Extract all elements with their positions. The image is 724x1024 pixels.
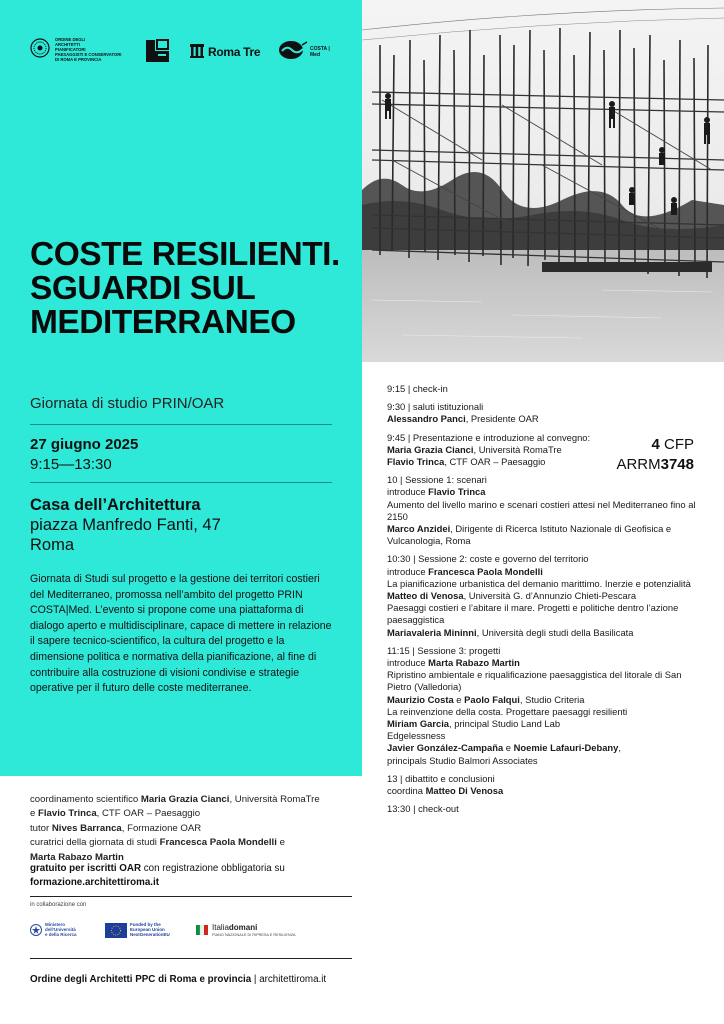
- credit-role: curatrici della giornata di studi: [30, 837, 160, 849]
- speaker-line: [387, 694, 707, 706]
- credit-role: coordinamento scientifico: [30, 794, 141, 805]
- credit-line: [30, 822, 350, 836]
- speaker-name: Javier González-Campaña: [387, 742, 504, 754]
- credit-line: [30, 793, 350, 807]
- event-date: 27 giugno 2025: [30, 436, 139, 453]
- credit-affiliation: , Formazione OAR: [121, 822, 202, 834]
- oar-logo[interactable]: [144, 36, 176, 64]
- credit-name: Nives Barranca: [51, 822, 122, 834]
- credits: [30, 793, 350, 865]
- oar-mark-icon: [144, 36, 172, 64]
- speaker-name: Matteo di Venosa: [387, 590, 464, 602]
- footer-website[interactable]: | architettiroma.it: [251, 974, 327, 985]
- credit-line: [30, 836, 350, 850]
- slot-heading: 9:30 | saluti istituzionali: [387, 401, 484, 413]
- logo-bar: [30, 36, 340, 66]
- credit-role: e: [30, 808, 39, 820]
- footer: [30, 974, 326, 985]
- speaker-line: [387, 566, 707, 578]
- venue: [30, 495, 221, 555]
- costa-wave-icon: [278, 39, 308, 61]
- costa-med-logo-text: COSTA | Med: [310, 46, 330, 58]
- speaker-line: [387, 486, 707, 498]
- speaker-affiliation: , Studio Criteria: [519, 693, 585, 705]
- speaker-line: [387, 590, 707, 602]
- eu-funding-text: Funded by the European Union NextGenerationEU: [130, 922, 170, 938]
- talk-title: Paesaggi costieri e l’abitare il mare. Progetti e politiche dentro l’azione paesaggistica: [387, 602, 679, 626]
- punctuation: ,: [618, 742, 621, 754]
- divider: [30, 424, 332, 425]
- domani-word: domani: [228, 923, 258, 932]
- speaker-name: Flavio Trinca: [428, 486, 486, 498]
- divider: [30, 958, 352, 959]
- conjunction: e: [503, 742, 514, 754]
- scaffolding-photo-image: [362, 0, 724, 362]
- program-slot: [387, 803, 707, 815]
- course-code-prefix: ARRM: [616, 456, 661, 473]
- slot-heading: 9:45 | Presentazione e introduzione al convegno:: [387, 431, 591, 443]
- registration-free: gratuito per iscritti OAR: [30, 863, 142, 874]
- event-time: 9:15—13:30: [30, 456, 112, 473]
- partner-logos: [30, 920, 350, 944]
- cfp-label: CFP: [659, 436, 694, 453]
- speaker-affiliation: , Università G. d’Annunzio Chieti-Pescara: [463, 590, 637, 602]
- divider: [30, 896, 352, 897]
- speaker-affiliation: , Università degli studi della Basilicata: [476, 626, 634, 638]
- slot-heading: 9:15 | check-in: [387, 383, 448, 394]
- intro-label: introduce: [387, 657, 429, 669]
- scaffolding-photo: [362, 0, 724, 362]
- venue-name: Casa dell’Architettura: [30, 496, 201, 514]
- speaker-line: [387, 413, 707, 425]
- registration-link[interactable]: formazione.architettiroma.it: [30, 877, 160, 889]
- divider: [30, 482, 332, 483]
- venue-city: Roma: [30, 536, 75, 554]
- mur-logo[interactable]: [30, 920, 100, 944]
- event-subtitle: Giornata di studio PRIN/OAR: [30, 395, 225, 412]
- speaker-name: Mariavaleria Mininni: [387, 626, 477, 638]
- speaker-name: Noemie Lafauri-Debany: [513, 742, 619, 754]
- ordine-logo-text: ORDINE DEGLI ARCHITETTI PIANIFICATORI PAESAGGISTI E CONSERVATORI DI ROMA E PROVINCIA: [55, 37, 122, 62]
- conjunction: e: [453, 693, 465, 705]
- italia-domani-mark-icon: [195, 923, 209, 937]
- italia-domani-wordmark: [212, 923, 257, 932]
- talk-title: Edgelessness: [387, 730, 446, 742]
- roma-tre-logo-text: Roma Tre: [208, 45, 261, 59]
- speaker-name: Maurizio Costa: [387, 693, 454, 705]
- costa-med-logo[interactable]: [278, 36, 340, 64]
- speaker-line: [387, 456, 707, 468]
- program-slot: [387, 553, 707, 638]
- ordine-architetti-logo[interactable]: [30, 36, 140, 64]
- eu-flag-icon: [105, 923, 127, 938]
- program-slot: [387, 383, 707, 395]
- intro-label: introduce: [387, 486, 429, 498]
- speaker-affiliation: , Presidente OAR: [465, 413, 539, 425]
- italian-emblem-icon: [30, 923, 42, 937]
- ordine-emblem-icon: [30, 38, 50, 58]
- speaker-name: Marta Rabazo Martin: [428, 657, 520, 669]
- intro-label: coordina: [387, 785, 426, 797]
- speaker-line: [387, 742, 707, 754]
- roma-tre-logo[interactable]: [190, 36, 270, 64]
- course-code-number: 3748: [660, 456, 694, 473]
- credit-line: [30, 807, 350, 821]
- program-slot: [387, 645, 707, 767]
- speaker-name: Miriam Garcia: [387, 718, 450, 730]
- mur-logo-text: Ministero dell’Università e della Ricerca: [45, 922, 77, 938]
- speaker-name: Marco Anzidei: [387, 523, 451, 535]
- speaker-name: Flavio Trinca: [387, 456, 445, 468]
- slot-heading: 10:30 | Sessione 2: coste e governo del territorio: [387, 553, 589, 565]
- program-schedule: [387, 383, 707, 822]
- slot-heading: 13 | dibattito e conclusioni: [387, 772, 495, 784]
- italia-word: Italia: [212, 923, 229, 932]
- program-slot: [387, 474, 707, 547]
- credit-role: tutor: [30, 822, 52, 834]
- program-slot: [387, 432, 707, 469]
- talk-title: La reinvenzione della costa. Progettare paesaggi resilienti: [387, 705, 628, 717]
- speaker-line: [387, 718, 707, 730]
- credit-name: Marta Rabazo Martin: [30, 851, 124, 863]
- cfp-number: 4: [651, 436, 660, 453]
- credit-name: Flavio Trinca: [38, 808, 97, 820]
- speaker-name: Alessandro Panci: [387, 413, 466, 425]
- slot-heading: 11:15 | Sessione 3: progetti: [387, 644, 501, 656]
- speaker-name: Paolo Falqui: [464, 693, 520, 705]
- speaker-name: Matteo Di Venosa: [425, 785, 504, 797]
- slot-heading: 10 | Sessione 1: scenari: [387, 474, 487, 486]
- event-description: Giornata di Studi sul progetto e la gestione dei territori costieri del Mediterraneo, promossa nell’ambito del progetto PRIN COSTA|Med. L’evento si propone come una piattaforma di dialogo aperto e multidisciplinare, capace di mettere in relazione il sapere tecnico-scientifico, la cultura del progetto e la dimensione politica e normativa della pianificazione, al fine di contribuire alla costruzione di visioni condivise e strategie operative per il futuro delle coste mediterranee.: [30, 573, 332, 695]
- speaker-line: [387, 523, 707, 547]
- credit-name: Francesca Paola Mondelli: [159, 837, 277, 849]
- speaker-affiliation: , Dirigente di Ricerca Istituto Nazionale di Geofisica e Vulcanologia, Roma: [387, 523, 672, 547]
- credit-affiliation: , Università RomaTre: [229, 794, 320, 805]
- collaboration-label: in collaborazione con: [30, 902, 87, 908]
- speaker-line: [387, 444, 707, 456]
- speaker-affiliation: , CTF OAR – Paesaggio: [444, 456, 546, 468]
- venue-address: piazza Manfredo Fanti, 47: [30, 516, 221, 534]
- speaker-affiliation: principals Studio Balmori Associates: [387, 754, 538, 766]
- speaker-affiliation: , Università RomaTre: [473, 443, 562, 455]
- italia-domani-subtitle: PIANO NAZIONALE DI RIPRESA E RESILIENZA: [212, 933, 296, 937]
- credit-affiliation: , CTF OAR – Paesaggio: [96, 808, 201, 820]
- event-title: COSTE RESILIENTI. SGUARDI SUL MEDITERRANEO: [30, 236, 340, 341]
- footer-organization: Ordine degli Architetti PPC di Roma e provincia: [30, 974, 252, 985]
- registration-note: con registrazione obbligatoria su: [141, 863, 285, 874]
- speaker-line: [387, 627, 707, 639]
- slot-heading: 13:30 | check-out: [387, 803, 459, 815]
- speaker-line: [387, 657, 707, 669]
- intro-label: introduce: [387, 565, 429, 577]
- italia-domani-logo[interactable]: [195, 920, 305, 944]
- roma-tre-mark-icon: [190, 44, 204, 58]
- credit-name: Maria Grazia Cianci: [140, 794, 230, 805]
- eu-funding-logo[interactable]: [105, 920, 185, 944]
- speaker-name: Maria Grazia Cianci: [387, 443, 474, 455]
- program-slot: [387, 401, 707, 425]
- talk-title: Ripristino ambientale e riqualificazione paesaggistica del litorale di San Pietro (Valledoria): [387, 669, 682, 693]
- speaker-line: [387, 785, 707, 797]
- talk-title: La pianificazione urbanistica del demanio marittimo. Inerzie e potenzialità: [387, 577, 691, 589]
- credit-affiliation: e: [276, 837, 285, 849]
- speaker-name: Francesca Paola Mondelli: [428, 565, 543, 577]
- registration-info: [30, 862, 350, 891]
- talk-title: Aumento del livello marino e scenari costieri attesi nel Mediterraneo fino al 2150: [387, 498, 696, 522]
- program-slot: [387, 773, 707, 797]
- speaker-affiliation: , principal Studio Land Lab: [449, 718, 561, 730]
